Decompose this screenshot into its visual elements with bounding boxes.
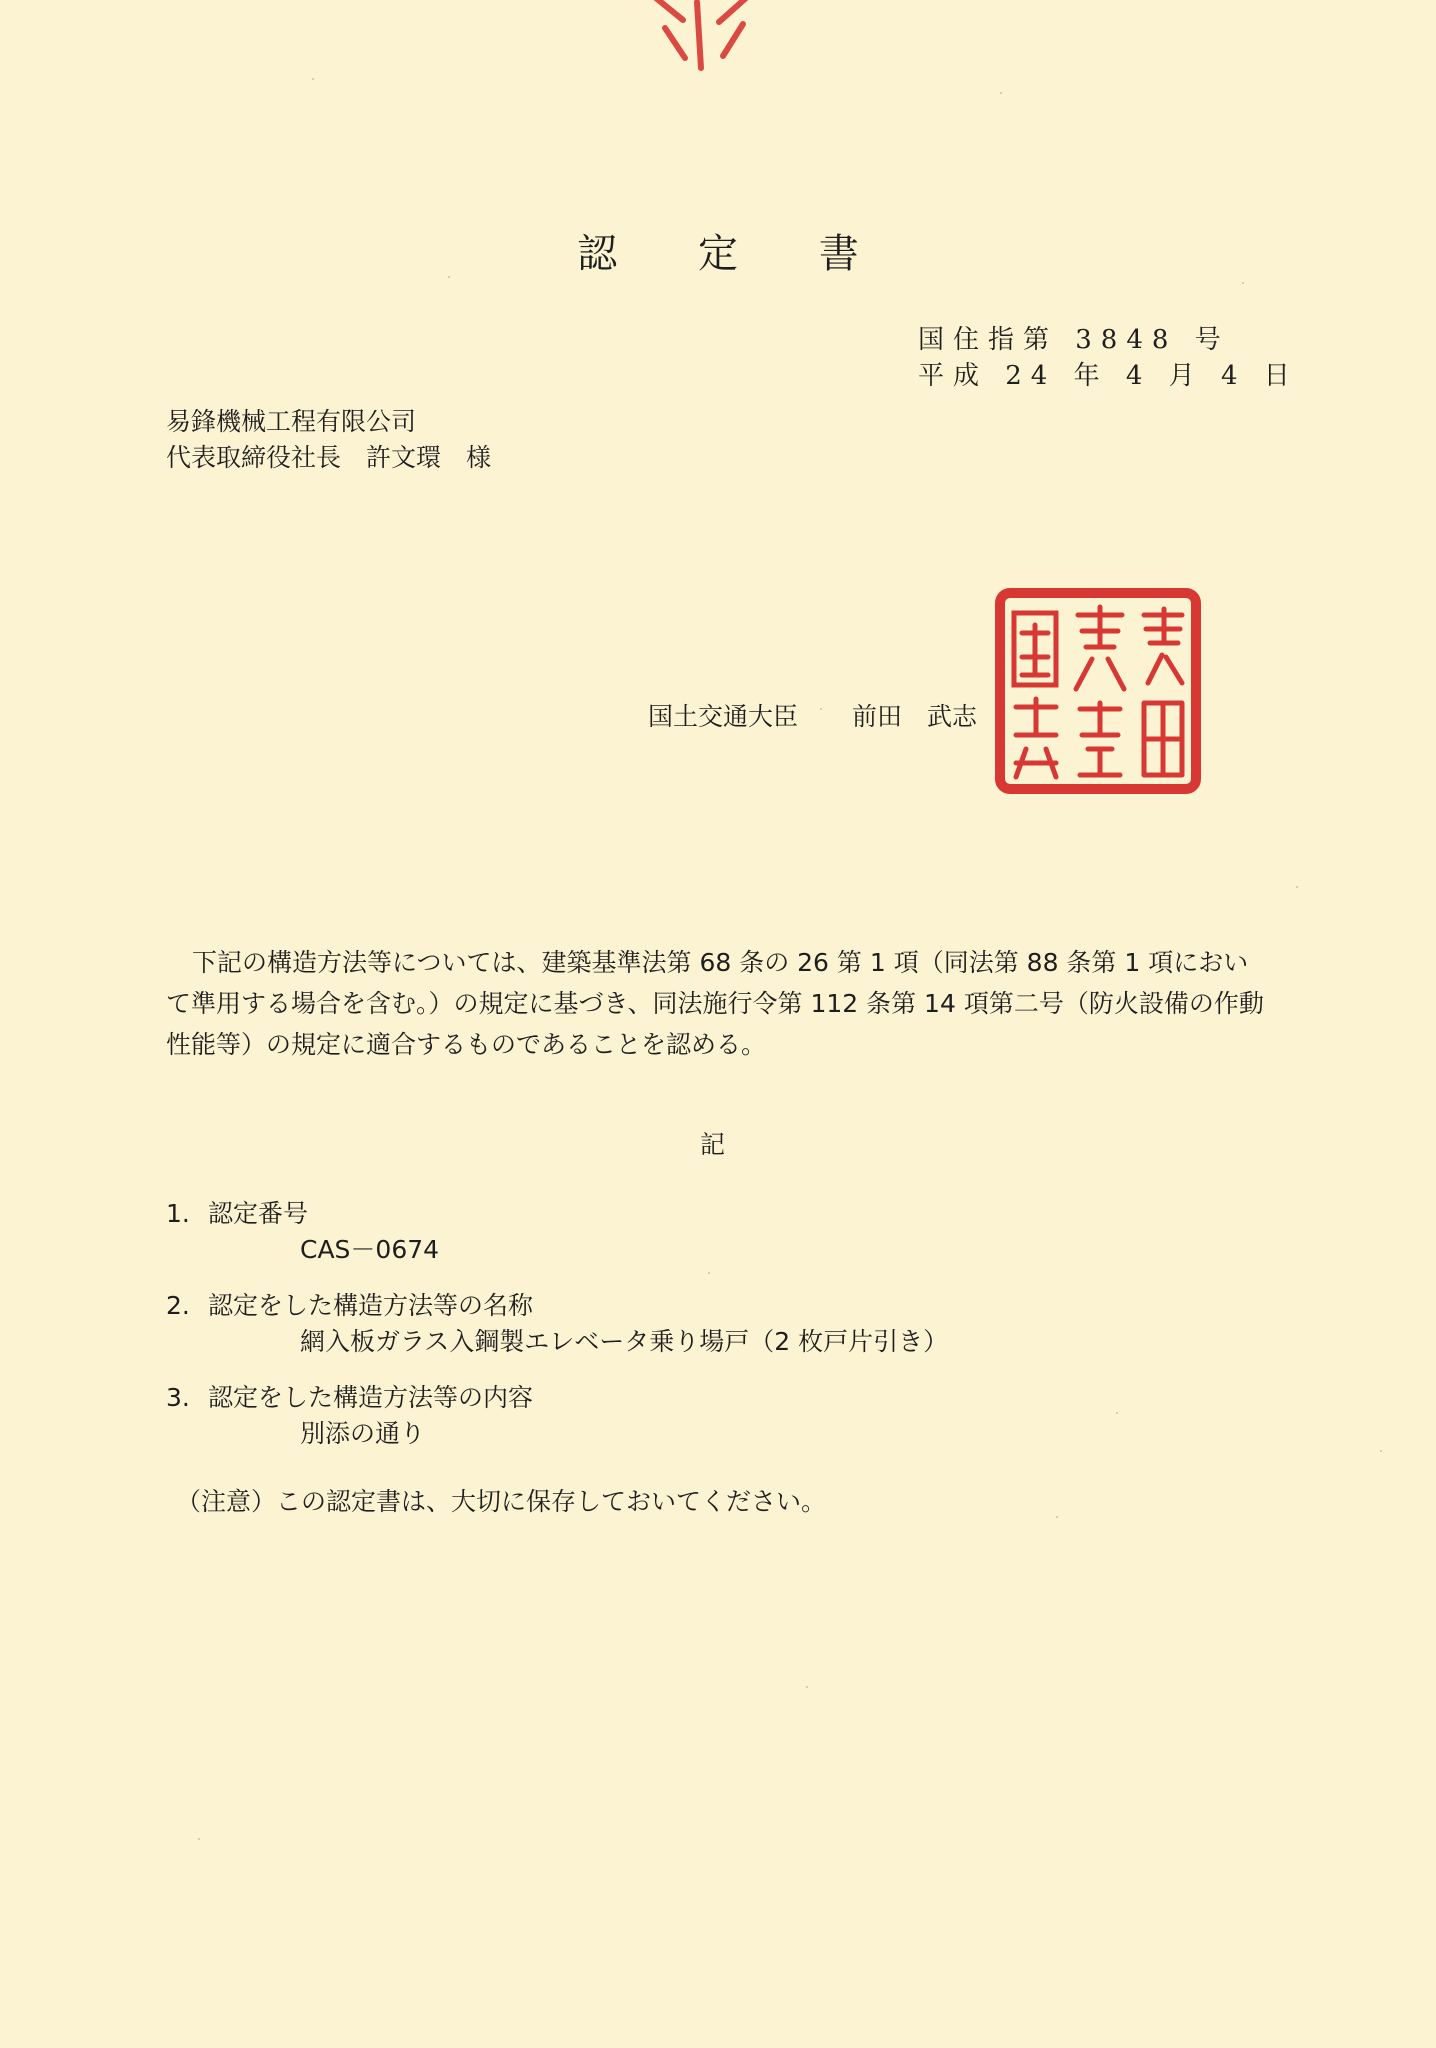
item-heading: 認定番号 (208, 1199, 309, 1228)
paper-speck (198, 1838, 200, 1840)
item-number: 1. (166, 1199, 190, 1228)
list-item (166, 1380, 948, 1452)
paper-speck (1242, 282, 1244, 284)
list-item (166, 1288, 948, 1360)
paper-speck (1000, 92, 1002, 94)
storage-note: （注意）この認定書は、大切に保存しておいてください。 (176, 1487, 827, 1516)
issuer-name: 前田 武志 (851, 702, 977, 731)
paper-speck (806, 1686, 808, 1688)
list-item (166, 1196, 948, 1268)
top-stamp-mark (635, 0, 775, 72)
item-value: 別添の通り (300, 1419, 426, 1448)
item-number: 3. (166, 1383, 190, 1412)
ki-heading: 記 (700, 1130, 726, 1159)
item-value: CAS－0674 (300, 1235, 440, 1264)
paper-speck (1296, 886, 1298, 888)
item-heading: 認定をした構造方法等の名称 (208, 1291, 534, 1320)
paper-speck (1116, 1412, 1118, 1414)
document-number-block (918, 322, 1299, 394)
issuer-block (648, 697, 977, 733)
addressee-person: 代表取締役社長 許文環 様 (166, 443, 492, 472)
paper-speck (312, 78, 314, 80)
item-value: 網入板ガラス入鋼製エレベータ乗り場戸（2 枚戸片引き） (300, 1327, 949, 1356)
addressee-block (166, 404, 491, 476)
issuer-title: 国土交通大臣 (648, 702, 799, 731)
issue-date: 平成 24 年 4 月 4 日 (918, 361, 1299, 391)
certification-statement: 下記の構造方法等については、建築基準法第 68 条の 26 第 1 項（同法第 88 条第 1 項において準用する場合を含む。）の規定に基づき、同法施行令第 112 条第 14 項第二号（防火設備の作動性能等）の規定に適合するものであることを認める。 (166, 948, 1264, 1059)
document-number: 国住指第 3848 号 (918, 325, 1230, 355)
item-heading: 認定をした構造方法等の内容 (208, 1383, 534, 1412)
certification-items (166, 1196, 948, 1472)
document-title: 認 定 書 (577, 231, 893, 277)
paper-speck (1056, 1516, 1058, 1518)
item-number: 2. (166, 1291, 190, 1320)
addressee-company: 易鋒機械工程有限公司 (166, 407, 417, 436)
official-seal (992, 585, 1204, 797)
paper-speck (1380, 1450, 1382, 1452)
